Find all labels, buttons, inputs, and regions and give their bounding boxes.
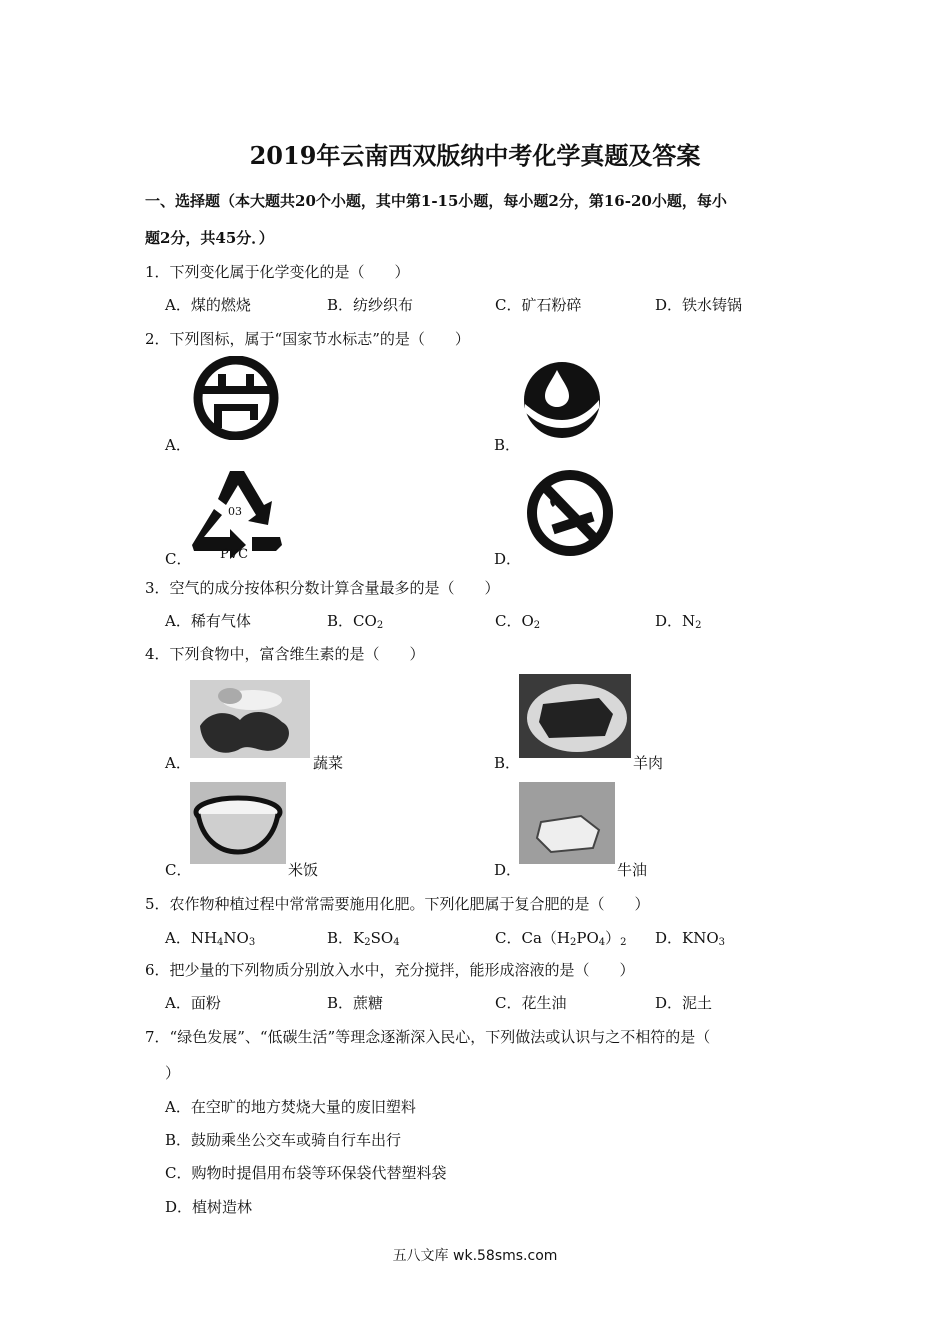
q1-option-c: C．矿石粉碎 [495,296,582,314]
recycle-label: PVC [220,547,249,560]
q2-option-b: B． [494,436,521,454]
q1-stem: 1．下列变化属于化学变化的是（ ） [145,263,410,281]
q4-option-c-label: 米饭 [288,861,319,879]
q5-option-b: B．$K_2SO_4$ [327,929,400,948]
q4-option-d: D． [494,861,522,879]
q5-stem: 5．农作物种植过程中常常需要施用化肥。下列化肥属于复合肥的是（ ） [145,895,650,913]
energy-saving-emblem-icon [192,356,282,440]
q2-option-a: A． [165,436,191,454]
q4-stem: 4．下列食物中，富含维生素的是（ ） [145,645,425,663]
recycle-number: 03 [228,505,242,518]
q3-option-c: C．$O_2$ [495,612,541,631]
footer-watermark: 五八文库 wk.58sms.com [392,1248,558,1264]
q2-option-c: C． [165,550,192,568]
q7-option-d: D．植树造林 [165,1198,253,1216]
vegetables-photo [190,680,310,758]
mutton-photo [519,674,631,758]
q1-option-b: B．纺纱织布 [327,296,414,314]
q5-option-a: A．$NH_4NO_3$ [165,929,256,948]
section-heading-cont: 题2分，共45分．） [145,229,274,247]
water-saving-emblem-icon [517,360,607,440]
q2-stem: 2．下列图标，属于“国家节水标志”的是（ ） [145,330,470,348]
q2-option-d: D． [494,550,522,568]
q1-option-a: A．煤的燃烧 [165,296,251,314]
q5-option-d: D．$KNO_3$ [655,929,726,948]
q7-option-b: B．鼓励乘坐公交车或骑自行车出行 [165,1131,402,1149]
q6-option-d: D．泥土 [655,994,713,1012]
butter-photo [519,782,615,864]
q3-option-a: A．稀有气体 [165,612,251,630]
q4-option-a-label: 蔬菜 [313,754,344,772]
q4-option-d-label: 牛油 [617,861,648,879]
q7-option-a: A．在空旷的地方焚烧大量的废旧塑料 [165,1098,416,1116]
rice-bowl-photo [190,782,286,864]
q7-stem-cont: ） [165,1064,181,1082]
q6-option-c: C．花生油 [495,994,567,1012]
q1-option-d: D．铁水铸锅 [655,296,743,314]
no-smoking-icon [520,468,620,558]
q4-option-b: B． [494,754,521,772]
q4-option-c: C． [165,861,192,879]
q3-option-b: B．$CO_2$ [327,612,384,631]
q3-option-d: D．$N_2$ [655,612,702,631]
q7-stem: 7．“绿色发展”、“低碳生活”等理念逐渐深入民心，下列做法或认识与之不相符的是（ [145,1028,711,1046]
q6-option-a: A．面粉 [165,994,221,1012]
q7-option-c: C．购物时提倡用布袋等环保袋代替塑料袋 [165,1164,447,1182]
q6-option-b: B．蔗糖 [327,994,384,1012]
section-heading: 一、选择题（本大题共20个小题，其中第1-15小题，每小题2分，第16-20小题，每小 [145,192,727,210]
q6-stem: 6．把少量的下列物质分别放入水中，充分搅拌，能形成溶液的是（ ） [145,961,635,979]
q3-stem: 3．空气的成分按体积分数计算含量最多的是（ ） [145,579,500,597]
q4-option-b-label: 羊肉 [633,754,664,772]
page-title: 2019年云南西双版纳中考化学真题及答案 [249,141,701,170]
recycle-triangle-icon [190,465,285,560]
q5-option-c: C．$Ca(H_2PO_4)_2$ [495,929,627,948]
q4-option-a: A． [165,754,191,772]
